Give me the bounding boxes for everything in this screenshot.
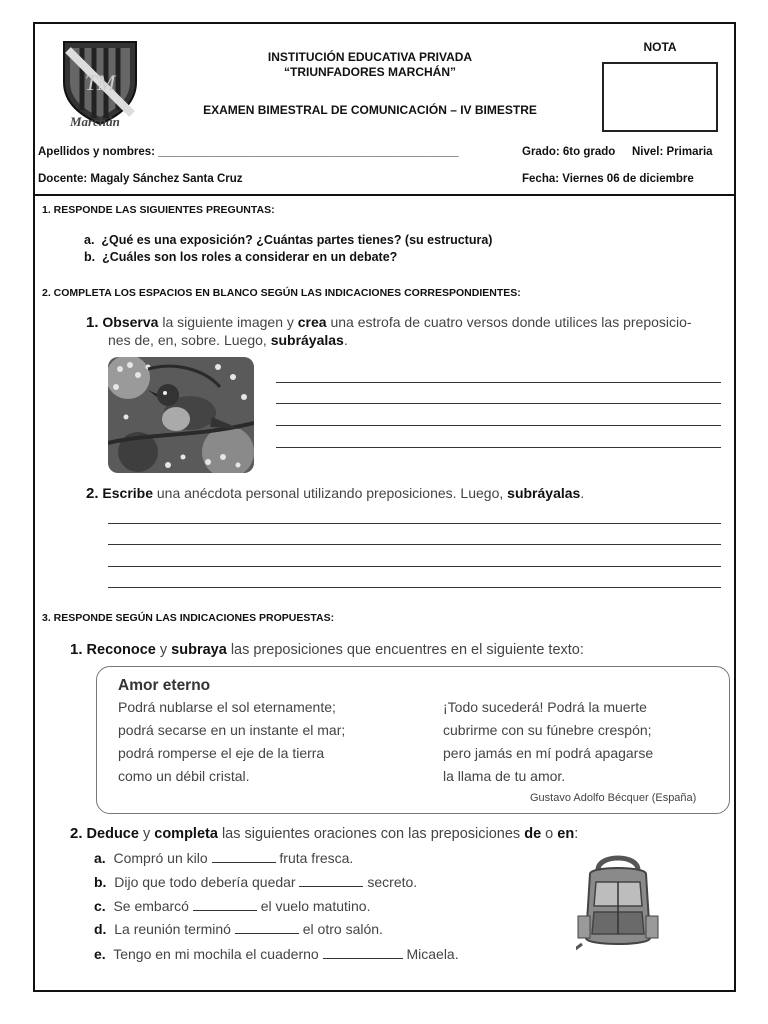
institution-name-quoted: “TRIUNFADORES MARCHÁN”: [284, 65, 456, 79]
sentence-b: [94, 874, 417, 890]
logo-text: Marchán: [70, 114, 120, 129]
sentence-d-after: el otro salón.: [302, 921, 383, 937]
sentence-e-after: Micaela.: [406, 946, 459, 962]
sentence-b-after: secreto.: [367, 874, 418, 890]
logo-monogram: TM: [84, 70, 116, 95]
anecdote-line-1[interactable]: [108, 523, 721, 524]
poem-author: Gustavo Adolfo Bécquer (España): [530, 792, 697, 804]
sentence-c-after: el vuelo matutino.: [260, 898, 371, 914]
question-a-letter: a.: [84, 233, 95, 247]
task3-1-text2: las preposiciones que encuentres en el siguiente texto:: [226, 642, 584, 658]
task2-1-text3: nes de, en, sobre. Luego,: [108, 332, 271, 348]
task2-1-instruction-line2: [108, 332, 348, 348]
sentence-b-before: Dijo que todo debería quedar: [114, 874, 296, 890]
task2-1-verb-observa: Observa: [102, 314, 159, 330]
task2-1-text4: .: [343, 332, 348, 348]
poem-right-line-2: cubrirme con su fúnebre crespón;: [443, 722, 652, 738]
task3-1-number: 1.: [70, 641, 83, 658]
sentence-d-blank[interactable]: [235, 933, 299, 934]
question-b: [84, 250, 397, 264]
anecdote-line-2[interactable]: [108, 544, 721, 545]
anecdote-line-3[interactable]: [108, 566, 721, 567]
task2-2-number: 2.: [86, 485, 99, 502]
grade-label: Grado: 6to grado: [522, 146, 616, 158]
header-divider: [35, 194, 734, 196]
task2-1-instruction-line1: [86, 314, 692, 331]
task3-2-verb-completa: completa: [154, 826, 218, 842]
date-label: Fecha: Viernes 06 de diciembre: [522, 173, 694, 185]
poem-left-line-1: Podrá nublarse el sol eternamente;: [118, 699, 336, 715]
task2-2-text2: .: [580, 485, 585, 501]
student-name-field[interactable]: Apellidos y nombres: _______________________________________________: [38, 146, 459, 158]
sentence-c-letter: c.: [94, 898, 106, 914]
section3-title: 3. RESPONDE SEGÚN LAS INDICACIONES PROPUESTAS:: [42, 612, 335, 624]
task2-2-verb-subrayalas: subráyalas: [507, 485, 581, 501]
section1-title: 1. RESPONDE LAS SIGUIENTES PREGUNTAS:: [42, 204, 275, 216]
task2-1-text1: la siguiente imagen y: [158, 314, 298, 330]
task2-1-verb-crea: crea: [297, 314, 327, 330]
sentence-a-blank[interactable]: [212, 862, 276, 863]
verse-line-1[interactable]: [276, 382, 721, 383]
anecdote-line-4[interactable]: [108, 587, 721, 588]
task2-2-instruction: [86, 485, 584, 502]
task2-1-text2: una estrofa de cuatro versos donde utilices las preposicio-: [326, 314, 692, 330]
sentence-e: [94, 946, 459, 962]
sentence-c-before: Se embarcó: [113, 898, 189, 914]
nota-box[interactable]: [602, 62, 718, 132]
poem-left-line-4: como un débil cristal.: [118, 768, 250, 784]
task2-2-verb-escribe: Escribe: [102, 485, 153, 501]
task3-2-text2: las siguientes oraciones con las preposiciones: [217, 826, 525, 842]
sentence-a-letter: a.: [94, 850, 106, 866]
section2-title: 2. COMPLETA LOS ESPACIOS EN BLANCO SEGÚN LAS INDICACIONES CORRESPONDIENTES:: [42, 287, 521, 299]
institution-name: INSTITUCIÓN EDUCATIVA PRIVADA: [267, 50, 473, 64]
question-a-text: ¿Qué es una exposición? ¿Cuántas partes tienes? (su estructura): [101, 233, 493, 247]
question-a: [84, 233, 492, 247]
sentence-a-before: Compró un kilo: [113, 850, 208, 866]
task3-2-prep-en: en: [557, 826, 575, 842]
sentence-a: [94, 850, 353, 866]
task3-1-verb-subraya: subraya: [171, 642, 227, 658]
sentence-c: [94, 898, 370, 914]
sentence-e-letter: e.: [94, 946, 106, 962]
task3-1-verb-reconoce: Reconoce: [86, 642, 156, 658]
sentence-c-blank[interactable]: [193, 910, 257, 911]
sentence-d-letter: d.: [94, 921, 107, 937]
sentence-a-after: fruta fresca.: [279, 850, 354, 866]
verse-line-2[interactable]: [276, 403, 721, 404]
task3-2-instruction: [70, 825, 578, 842]
sentence-b-letter: b.: [94, 874, 107, 890]
task3-2-text1: y: [138, 826, 155, 842]
poem-right-line-4: la llama de tu amor.: [443, 768, 566, 784]
task3-2-prep-de: de: [524, 826, 542, 842]
poem-right-line-3: pero jamás en mí podrá apagarse: [443, 745, 654, 761]
bird-photo: [108, 357, 254, 473]
task2-1-verb-subrayalas: subráyalas: [270, 332, 344, 348]
level-label: Nivel: Primaria: [632, 146, 713, 158]
question-b-text: ¿Cuáles son los roles a considerar en un debate?: [102, 250, 398, 264]
question-b-letter: b.: [84, 250, 96, 264]
poem-left-line-2: podrá secarse en un instante el mar;: [118, 722, 346, 738]
teacher-label: Docente: Magaly Sánchez Santa Cruz: [38, 173, 243, 185]
backpack-illustration: [576, 846, 660, 952]
task2-1-number: 1.: [86, 314, 99, 331]
task3-1-text1: y: [155, 642, 172, 658]
verse-line-4[interactable]: [276, 447, 721, 448]
poem-left-line-3: podrá romperse el eje de la tierra: [118, 745, 325, 761]
sentence-e-blank[interactable]: [323, 958, 403, 959]
task3-2-verb-deduce: Deduce: [86, 826, 139, 842]
sentence-e-before: Tengo en mi mochila el cuaderno: [113, 946, 319, 962]
sentence-d-before: La reunión terminó: [114, 921, 231, 937]
nota-label: NOTA: [643, 40, 677, 54]
sentence-b-blank[interactable]: [299, 886, 363, 887]
sentence-d: [94, 921, 383, 937]
poem-right-line-1: ¡Todo sucederá! Podrá la muerte: [443, 699, 647, 715]
task2-2-text1: una anécdota personal utilizando preposiciones. Luego,: [153, 485, 508, 501]
poem-title: Amor eterno: [118, 677, 211, 694]
task3-2-text4: :: [574, 826, 579, 842]
task3-2-number: 2.: [70, 825, 83, 842]
verse-line-3[interactable]: [276, 425, 721, 426]
task3-1-instruction: [70, 641, 584, 658]
task3-2-text3: o: [541, 826, 558, 842]
exam-title: EXAMEN BIMESTRAL DE COMUNICACIÓN – IV BIMESTRE: [203, 103, 537, 117]
